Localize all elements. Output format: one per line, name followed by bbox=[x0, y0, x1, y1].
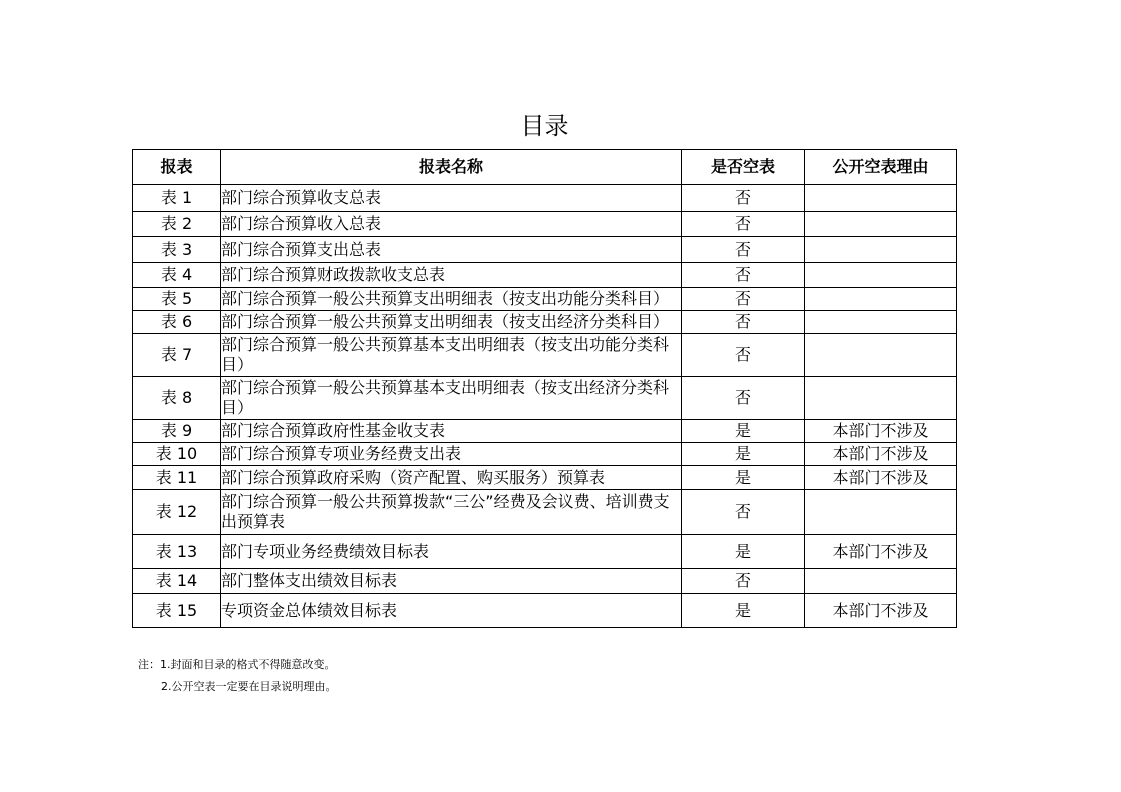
header-reason: 公开空表理由 bbox=[805, 150, 957, 185]
row-is-empty: 是 bbox=[682, 594, 805, 628]
row-is-empty: 否 bbox=[682, 490, 805, 535]
row-number: 表 10 bbox=[133, 443, 221, 466]
table-row bbox=[133, 288, 957, 311]
page-title: 目录 bbox=[520, 112, 569, 140]
row-number: 表 1 bbox=[133, 185, 221, 212]
row-name: 部门专项业务经费绩效目标表 bbox=[221, 535, 682, 569]
row-reason bbox=[805, 334, 957, 377]
row-reason: 本部门不涉及 bbox=[805, 466, 957, 490]
row-name: 部门综合预算一般公共预算支出明细表（按支出功能分类科目） bbox=[221, 288, 682, 311]
table-row bbox=[133, 490, 957, 535]
table-row bbox=[133, 443, 957, 466]
row-reason: 本部门不涉及 bbox=[805, 594, 957, 628]
row-is-empty: 否 bbox=[682, 212, 805, 237]
row-name: 专项资金总体绩效目标表 bbox=[221, 594, 682, 628]
catalog-table bbox=[132, 149, 957, 628]
row-is-empty: 否 bbox=[682, 263, 805, 288]
row-number: 表 3 bbox=[133, 237, 221, 263]
table-row bbox=[133, 334, 957, 377]
row-number: 表 4 bbox=[133, 263, 221, 288]
row-is-empty: 否 bbox=[682, 288, 805, 311]
table-row bbox=[133, 594, 957, 628]
row-is-empty: 否 bbox=[682, 334, 805, 377]
row-is-empty: 是 bbox=[682, 466, 805, 490]
note-line-2: 2.公开空表一定要在目录说明理由。 bbox=[161, 680, 337, 693]
row-reason bbox=[805, 185, 957, 212]
row-number: 表 5 bbox=[133, 288, 221, 311]
row-name: 部门综合预算一般公共预算基本支出明细表（按支出经济分类科目） bbox=[221, 377, 682, 420]
row-reason: 本部门不涉及 bbox=[805, 443, 957, 466]
row-number: 表 7 bbox=[133, 334, 221, 377]
row-name: 部门整体支出绩效目标表 bbox=[221, 569, 682, 594]
row-reason: 本部门不涉及 bbox=[805, 420, 957, 443]
notes bbox=[138, 654, 337, 698]
row-is-empty: 是 bbox=[682, 535, 805, 569]
header-is-empty: 是否空表 bbox=[682, 150, 805, 185]
table-row bbox=[133, 569, 957, 594]
row-name: 部门综合预算一般公共预算支出明细表（按支出经济分类科目） bbox=[221, 311, 682, 334]
row-is-empty: 否 bbox=[682, 377, 805, 420]
row-number: 表 14 bbox=[133, 569, 221, 594]
header-report: 报表 bbox=[133, 150, 221, 185]
row-number: 表 11 bbox=[133, 466, 221, 490]
row-number: 表 6 bbox=[133, 311, 221, 334]
row-reason bbox=[805, 377, 957, 420]
row-reason bbox=[805, 490, 957, 535]
row-number: 表 8 bbox=[133, 377, 221, 420]
table-row bbox=[133, 311, 957, 334]
row-name: 部门综合预算财政拨款收支总表 bbox=[221, 263, 682, 288]
row-is-empty: 否 bbox=[682, 569, 805, 594]
table-row bbox=[133, 185, 957, 212]
row-name: 部门综合预算收入总表 bbox=[221, 212, 682, 237]
row-reason bbox=[805, 263, 957, 288]
note-line-1: 注：1.封面和目录的格式不得随意改变。 bbox=[138, 658, 336, 671]
row-reason: 本部门不涉及 bbox=[805, 535, 957, 569]
row-reason bbox=[805, 569, 957, 594]
row-number: 表 9 bbox=[133, 420, 221, 443]
row-is-empty: 否 bbox=[682, 237, 805, 263]
table-row bbox=[133, 535, 957, 569]
row-reason bbox=[805, 237, 957, 263]
row-reason bbox=[805, 212, 957, 237]
table-row bbox=[133, 420, 957, 443]
row-number: 表 2 bbox=[133, 212, 221, 237]
row-reason bbox=[805, 311, 957, 334]
row-name: 部门综合预算支出总表 bbox=[221, 237, 682, 263]
header-row bbox=[133, 150, 957, 185]
row-name: 部门综合预算专项业务经费支出表 bbox=[221, 443, 682, 466]
row-name: 部门综合预算一般公共预算拨款“三公”经费及会议费、培训费支出预算表 bbox=[221, 490, 682, 535]
row-name: 部门综合预算一般公共预算基本支出明细表（按支出功能分类科目） bbox=[221, 334, 682, 377]
row-number: 表 13 bbox=[133, 535, 221, 569]
row-number: 表 12 bbox=[133, 490, 221, 535]
row-is-empty: 否 bbox=[682, 311, 805, 334]
table-row bbox=[133, 466, 957, 490]
row-is-empty: 是 bbox=[682, 420, 805, 443]
table-row bbox=[133, 377, 957, 420]
row-is-empty: 是 bbox=[682, 443, 805, 466]
table-row bbox=[133, 263, 957, 288]
row-name: 部门综合预算政府性基金收支表 bbox=[221, 420, 682, 443]
row-reason bbox=[805, 288, 957, 311]
row-name: 部门综合预算收支总表 bbox=[221, 185, 682, 212]
row-name: 部门综合预算政府采购（资产配置、购买服务）预算表 bbox=[221, 466, 682, 490]
header-name: 报表名称 bbox=[221, 150, 682, 185]
table-row bbox=[133, 237, 957, 263]
row-is-empty: 否 bbox=[682, 185, 805, 212]
table-row bbox=[133, 212, 957, 237]
row-number: 表 15 bbox=[133, 594, 221, 628]
